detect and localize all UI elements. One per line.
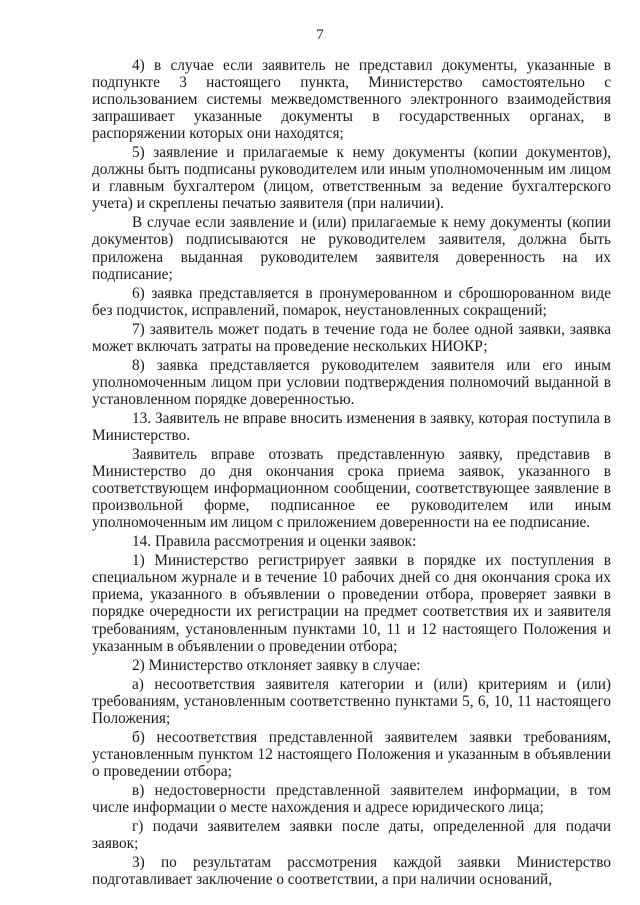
paragraph: 14. Правила рассмотрения и оценки заявок: [132, 533, 417, 551]
paragraph: 7) заявитель может подать в течение года не более одной заявки, заявка может включать затраты на проведение нескольких НИОКР; [92, 320, 611, 355]
paragraph: б) несоответствия представленной заявителем заявки требованиям, установленным пунктом 12 настоящего Положения и указанным в объявлении о проведении отбора; [92, 728, 611, 780]
paragraph: г) подачи заявителем заявки после даты, определенной для подачи заявок; [92, 818, 611, 853]
paragraph: 6) заявка представляется в пронумерованном и сброшюрованном виде без подчисток, исправлений, помарок, неустановленных сокращений; [92, 284, 611, 319]
paragraph: 13. Заявитель не вправе вносить изменения в заявку, которая поступила в Министерство. [92, 409, 611, 444]
paragraph: а) несоответствия заявителя категории и (или) критериям и (или) требованиям, установленным соответственно пунктами 5, 6, 10, 11 настоящего Положения; [92, 675, 611, 727]
document-body [92, 57, 611, 890]
paragraph: Заявитель вправе отозвать представленную заявку, представив в Министерство до дня окончания срока приема заявок, указанного в соответствующем информационном сообщении, соответствующее заявление в произвольной форме, подписанное ее руководителем или иным уполномоченным им лицом с приложением доверенности на ее подписание. [92, 446, 611, 532]
paragraph: в) недостоверности представленной заявителем информации, в том числе информации о месте нахождения и адресе юридического лица; [92, 781, 611, 816]
paragraph: В случае если заявление и (или) прилагаемые к нему документы (копии документов) подписываются не руководителем заявителя, должна быть приложена выданная руководителем заявителя доверенность на их подписание; [92, 214, 611, 283]
paragraph: 5) заявление и прилагаемые к нему документы (копии документов), должны быть подписаны руководителем или иным уполномоченным им лицом и главным бухгалтером (лицом, ответственным за ведение бухгалтерского учета) и скреплены печатью заявителя (при наличии). [92, 144, 611, 213]
paragraph: 1) Министерство регистрирует заявки в порядке их поступления в специальном журнале и в течение 10 рабочих дней со дня окончания срока их приема, указанного в объявлении о проведении отбора, проверяет заявки в порядке очередности их регистрации на предмет соответствия их и заявителя требованиям, установленным пунктами 10, 11 и 12 настоящего Положения и указанным в объявлении о проведении отбора; [92, 552, 611, 655]
paragraph: 8) заявка представляется руководителем заявителя или его иным уполномоченным лицом при условии подтверждения полномочий выданной в установленном порядке доверенностью. [92, 356, 611, 408]
paragraph: 2) Министерство отклоняет заявку в случае: [132, 656, 421, 674]
paragraph: 4) в случае если заявитель не представил документы, указанные в подпункте 3 настоящего пункта, Министерство самостоятельно с использованием системы межведомственного электронного взаимодействия запрашивает указанные документы в государственных органах, в распоряжении которых они находятся; [92, 57, 611, 143]
page-number: 7 [316, 27, 324, 43]
paragraph: 3) по результатам рассмотрения каждой заявки Министерство подготавливает заключение о соответствии, а при наличии оснований, [92, 854, 611, 889]
